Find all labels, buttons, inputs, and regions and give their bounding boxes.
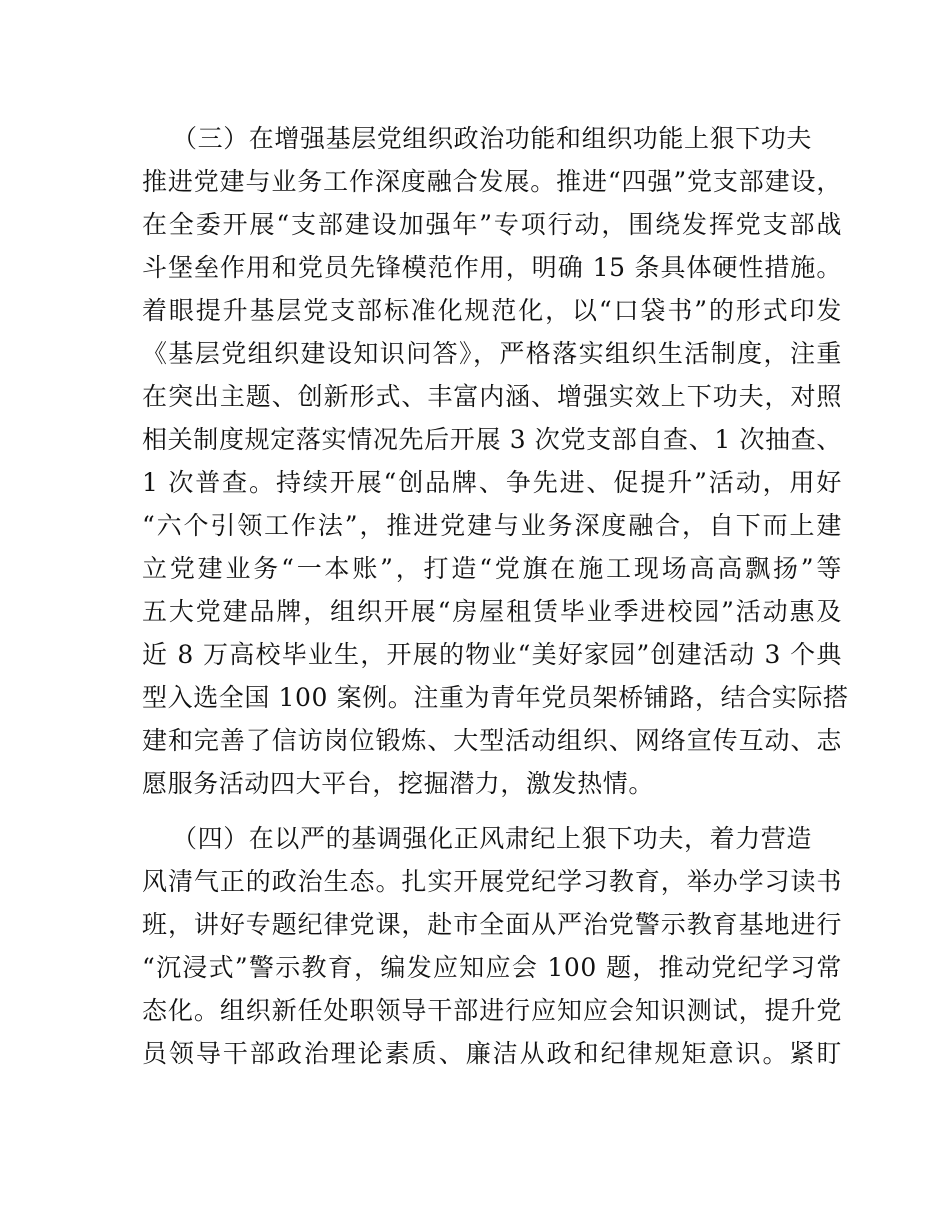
paragraph-3-line: 近 8 万高校毕业生，开展的物业“美好家园”创建活动 3 个典 (142, 640, 842, 669)
paragraph-4-line: 风清气正的政治生态。扎实开展党纪学习教育，举办学习读书 (142, 867, 842, 896)
paragraph-3-line: 1 次普查。持续开展“创品牌、争先进、促提升”活动，用好 (142, 468, 842, 497)
paragraph-3-line: 在全委开展“支部建设加强年”专项行动，围绕发挥党支部战 (142, 210, 842, 239)
paragraph-3-line: 斗堡垒作用和党员先锋模范作用，明确 15 条具体硬性措施。 (142, 253, 842, 282)
paragraph-3-line: 立党建业务“一本账”，打造“党旗在施工现场高高飘扬”等 (142, 554, 842, 583)
paragraph-4-line: 班，讲好专题纪律党课，赴市全面从严治党警示教育基地进行 (142, 910, 842, 939)
paragraph-3-line: 愿服务活动四大平台，挖掘潜力，激发热情。 (142, 769, 655, 798)
paragraph-4-line: “沉浸式”警示教育，编发应知应会 100 题，推动党纪学习常 (142, 953, 842, 982)
paragraph-3-line: 推进党建与业务工作深度融合发展。推进“四强”党支部建设， (142, 167, 842, 196)
paragraph-3-line: 五大党建品牌，组织开展“房屋租赁毕业季进校园”活动惠及 (142, 597, 842, 626)
paragraph-4-line: 员领导干部政治理论素质、廉洁从政和纪律规矩意识。紧盯 (142, 1039, 842, 1068)
paragraph-4-line: （四）在以严的基调强化正风肃纪上狠下功夫，着力营造 (172, 824, 813, 853)
paragraph-3-line: “六个引领工作法”，推进党建与业务深度融合，自下而上建 (142, 511, 842, 540)
paragraph-3-line: 建和完善了信访岗位锻炼、大型活动组织、网络宣传互动、志 (142, 726, 842, 755)
paragraph-4-line: 态化。组织新任处职领导干部进行应知应会知识测试，提升党 (142, 996, 842, 1025)
paragraph-3-line: 《基层党组织建设知识问答》，严格落实组织生活制度，注重 (142, 339, 842, 368)
paragraph-3-line: 在突出主题、创新形式、丰富内涵、增强实效上下功夫，对照 (142, 382, 842, 411)
paragraph-3-line: （三）在增强基层党组织政治功能和组织功能上狠下功夫 (172, 124, 813, 153)
paragraph-3-line: 型入选全国 100 案例。注重为青年党员架桥铺路，结合实际搭 (142, 683, 849, 712)
paragraph-3-line: 着眼提升基层党支部标准化规范化，以“口袋书”的形式印发 (142, 296, 842, 325)
paragraph-3-line: 相关制度规定落实情况先后开展 3 次党支部自查、1 次抽查、 (142, 425, 842, 454)
